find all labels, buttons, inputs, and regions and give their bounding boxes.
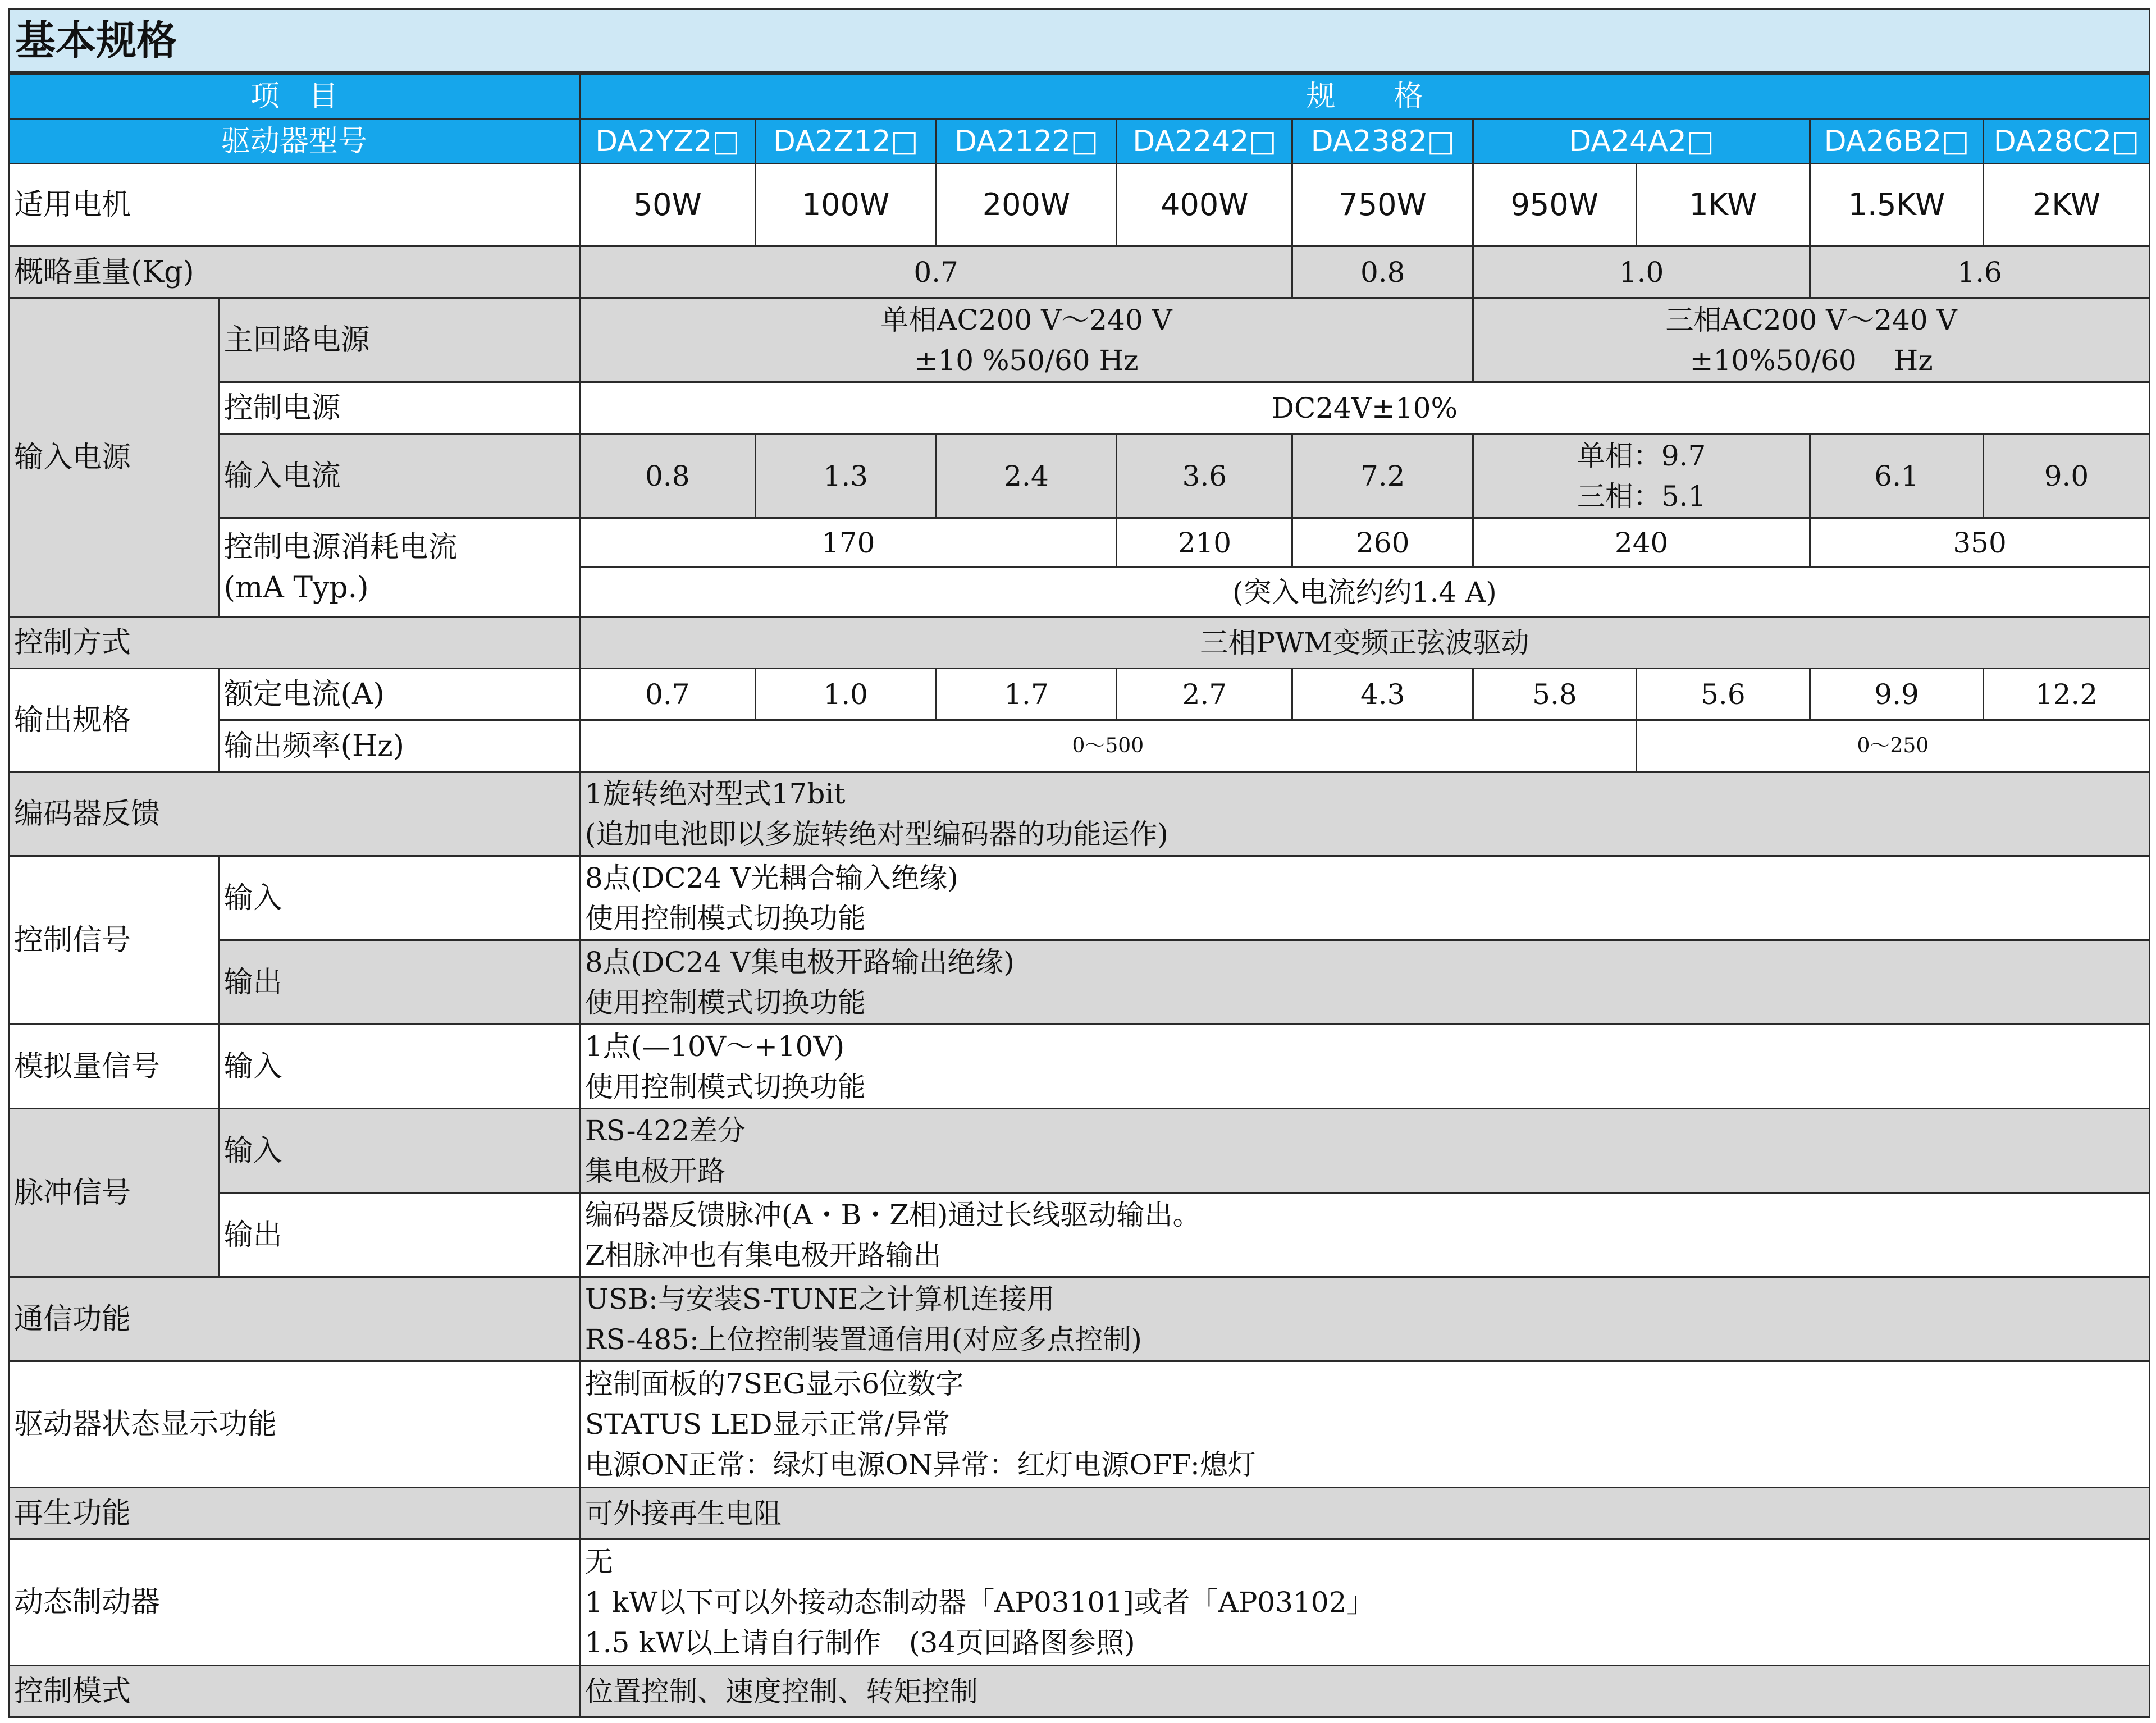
status-display-value: 控制面板的7SEG显示6位数字 STATUS LED显示正常/异常 电源ON正常：绿灯电源ON异常：红灯电源OFF:熄灯 bbox=[579, 1361, 2149, 1488]
control-signal-label: 控制信号 bbox=[9, 856, 219, 1025]
control-signal-output-value: 8点(DC24 V集电极开路输出绝缘) 使用控制模式切换功能 bbox=[579, 940, 2149, 1025]
single-phase-spec: 单相AC200 V～240 V ±10 %50/60 Hz bbox=[579, 298, 1473, 382]
control-mode-row bbox=[9, 1666, 2150, 1717]
current-cell: 1.3 bbox=[755, 434, 936, 518]
current-cell: 6.1 bbox=[1810, 434, 1984, 518]
model-label: 驱动器型号 bbox=[9, 119, 580, 164]
motor-cell: 200W bbox=[936, 164, 1117, 246]
motor-cell: 1.5KW bbox=[1810, 164, 1984, 246]
analog-signal-input-value: 1点(—10V～+10V) 使用控制模式切换功能 bbox=[579, 1025, 2149, 1109]
encoder-label: 编码器反馈 bbox=[9, 772, 580, 856]
header-row bbox=[9, 74, 2150, 119]
control-signal-output-label: 输出 bbox=[218, 940, 579, 1025]
rated-cell: 1.0 bbox=[755, 669, 936, 720]
motor-cell: 2KW bbox=[1983, 164, 2149, 246]
rated-cell: 0.7 bbox=[579, 669, 755, 720]
status-display-label: 驱动器状态显示功能 bbox=[9, 1361, 580, 1488]
rated-current-label: 额定电流(A) bbox=[218, 669, 579, 720]
status-display-row bbox=[9, 1361, 2150, 1488]
analog-signal-row bbox=[9, 1025, 2150, 1109]
pulse-signal-output-label: 输出 bbox=[218, 1193, 579, 1277]
pulse-signal-output-value: 编码器反馈脉冲(A・B・Z相)通过长线驱动输出。 Z相脉冲也有集电极开路输出 bbox=[579, 1193, 2149, 1277]
consumption-row bbox=[9, 518, 2150, 568]
control-mode-label: 控制模式 bbox=[9, 1666, 580, 1717]
model-cell: DA2122□ bbox=[936, 119, 1117, 164]
frequency-cell: 0～500 bbox=[579, 720, 1636, 772]
control-signal-input-value: 8点(DC24 V光耦合输入绝缘) 使用控制模式切换功能 bbox=[579, 856, 2149, 940]
encoder-row bbox=[9, 772, 2150, 856]
regeneration-label: 再生功能 bbox=[9, 1488, 580, 1539]
weight-cell: 0.7 bbox=[579, 246, 1292, 298]
dynamic-brake-label: 动态制动器 bbox=[9, 1539, 580, 1666]
rated-cell: 4.3 bbox=[1292, 669, 1473, 720]
current-cell: 2.4 bbox=[936, 434, 1117, 518]
rated-cell: 2.7 bbox=[1117, 669, 1292, 720]
control-power-value: DC24V±10% bbox=[579, 382, 2149, 434]
model-cell: DA2Z12□ bbox=[755, 119, 936, 164]
current-cell: 3.6 bbox=[1117, 434, 1292, 518]
model-cell: DA2382□ bbox=[1292, 119, 1473, 164]
motor-cell: 950W bbox=[1473, 164, 1637, 246]
model-cell: DA24A2□ bbox=[1473, 119, 1810, 164]
weight-cell: 1.0 bbox=[1473, 246, 1810, 298]
regeneration-row bbox=[9, 1488, 2150, 1539]
three-phase-spec: 三相AC200 V～240 V ±10%50/60 Hz bbox=[1473, 298, 2150, 382]
regeneration-value: 可外接再生电阻 bbox=[579, 1488, 2149, 1539]
communication-row bbox=[9, 1277, 2150, 1361]
current-cell: 0.8 bbox=[579, 434, 755, 518]
encoder-value: 1旋转绝对型式17bit (追加电池即以多旋转绝对型编码器的功能运作) bbox=[579, 772, 2149, 856]
spec-header: 规 格 bbox=[579, 74, 2149, 119]
input-current-label: 输入电流 bbox=[218, 434, 579, 518]
control-method-value: 三相PWM变频正弦波驱动 bbox=[579, 617, 2149, 669]
consumption-cell: 170 bbox=[579, 518, 1117, 568]
consumption-cell: 240 bbox=[1473, 518, 1810, 568]
pulse-signal-input-value: RS-422差分 集电极开路 bbox=[579, 1109, 2149, 1193]
rated-cell: 9.9 bbox=[1810, 669, 1984, 720]
control-signal-input-label: 输入 bbox=[218, 856, 579, 940]
weight-row bbox=[9, 246, 2150, 298]
consumption-cell: 350 bbox=[1810, 518, 2150, 568]
motor-row bbox=[9, 164, 2150, 246]
current-cell: 7.2 bbox=[1292, 434, 1473, 518]
analog-signal-input-label: 输入 bbox=[218, 1025, 579, 1109]
rated-cell: 5.8 bbox=[1473, 669, 1637, 720]
pulse-signal-label: 脉冲信号 bbox=[9, 1109, 219, 1277]
pulse-signal-output-row bbox=[9, 1193, 2150, 1277]
input-power-label: 输入电源 bbox=[9, 298, 219, 617]
output-spec-label: 输出规格 bbox=[9, 669, 219, 772]
motor-cell: 400W bbox=[1117, 164, 1292, 246]
model-row bbox=[9, 119, 2150, 164]
input-current-row bbox=[9, 434, 2150, 518]
control-method-row bbox=[9, 617, 2150, 669]
page-title: 基本规格 bbox=[8, 8, 2150, 73]
weight-cell: 1.6 bbox=[1810, 246, 2150, 298]
rated-cell: 12.2 bbox=[1983, 669, 2149, 720]
output-frequency-row bbox=[9, 720, 2150, 772]
control-method-label: 控制方式 bbox=[9, 617, 580, 669]
motor-cell: 1KW bbox=[1636, 164, 1810, 246]
dynamic-brake-value: 无 1 kW以下可以外接动态制动器「AP03101]或者「AP03102」 1.5 kW以上请自行制作 (34页回路图参照) bbox=[579, 1539, 2149, 1666]
pulse-signal-input-row bbox=[9, 1109, 2150, 1193]
consumption-cell: 260 bbox=[1292, 518, 1473, 568]
frequency-cell: 0～250 bbox=[1636, 720, 2149, 772]
rated-current-row bbox=[9, 669, 2150, 720]
main-power-label: 主回路电源 bbox=[218, 298, 579, 382]
control-signal-input-row bbox=[9, 856, 2150, 940]
model-cell: DA28C2□ bbox=[1983, 119, 2149, 164]
control-power-row bbox=[9, 382, 2150, 434]
weight-label: 概略重量(Kg) bbox=[9, 246, 580, 298]
control-power-label: 控制电源 bbox=[218, 382, 579, 434]
consumption-label: 控制电源消耗电流 (mA Typ.) bbox=[218, 518, 579, 617]
model-cell: DA2242□ bbox=[1117, 119, 1292, 164]
inrush-note: (突入电流约约1.4 A) bbox=[579, 568, 2149, 617]
model-cell: DA2YZ2□ bbox=[579, 119, 755, 164]
rated-cell: 1.7 bbox=[936, 669, 1117, 720]
communication-value: USB:与安装S-TUNE之计算机连接用 RS-485:上位控制装置通信用(对应多点控制) bbox=[579, 1277, 2149, 1361]
motor-cell: 50W bbox=[579, 164, 755, 246]
current-cell: 9.0 bbox=[1983, 434, 2149, 518]
output-frequency-label: 输出频率(Hz) bbox=[218, 720, 579, 772]
model-cell: DA26B2□ bbox=[1810, 119, 1984, 164]
spec-sheet bbox=[8, 8, 2150, 1715]
rated-cell: 5.6 bbox=[1636, 669, 1810, 720]
motor-cell: 100W bbox=[755, 164, 936, 246]
item-header: 项 目 bbox=[9, 74, 580, 119]
dynamic-brake-row bbox=[9, 1539, 2150, 1666]
control-signal-output-row bbox=[9, 940, 2150, 1025]
spec-table bbox=[8, 73, 2150, 1718]
communication-label: 通信功能 bbox=[9, 1277, 580, 1361]
analog-signal-label: 模拟量信号 bbox=[9, 1025, 219, 1109]
consumption-cell: 210 bbox=[1117, 518, 1292, 568]
pulse-signal-input-label: 输入 bbox=[218, 1109, 579, 1193]
weight-cell: 0.8 bbox=[1292, 246, 1473, 298]
motor-label: 适用电机 bbox=[9, 164, 580, 246]
current-cell-mixed: 单相：9.7 三相：5.1 bbox=[1473, 434, 1810, 518]
main-power-row bbox=[9, 298, 2150, 382]
control-mode-value: 位置控制、速度控制、转矩控制 bbox=[579, 1666, 2149, 1717]
motor-cell: 750W bbox=[1292, 164, 1473, 246]
